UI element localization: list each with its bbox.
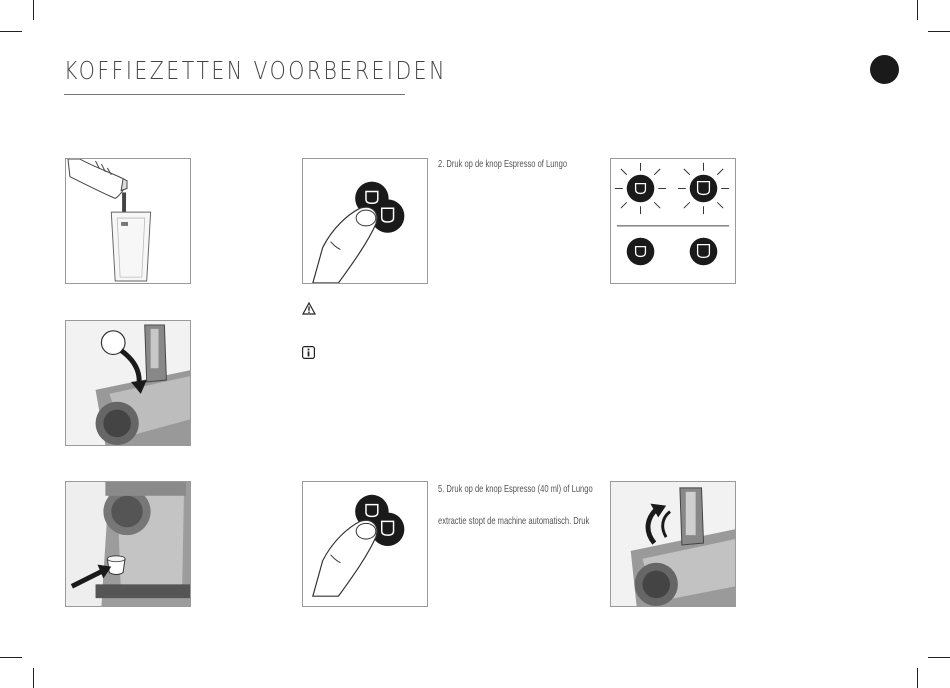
page-marker-dot — [870, 55, 899, 84]
crop-mark — [0, 31, 22, 32]
title-underline — [64, 94, 405, 95]
crop-mark — [928, 31, 950, 32]
crop-mark — [0, 657, 22, 658]
warning-triangle-icon — [302, 302, 316, 320]
step-5-caption-continued: extractie stopt de machine automatisch. Druk — [438, 515, 590, 527]
crop-mark — [928, 657, 950, 658]
figure-press-button — [302, 158, 428, 284]
figure-buttons-blinking — [610, 158, 736, 284]
figure-place-cup — [65, 481, 191, 607]
figure-press-button-2 — [302, 481, 428, 607]
figure-fill-water-tank — [65, 158, 191, 284]
step-5-caption: 5. Druk op de knop Espresso (40 ml) of Lungo — [438, 483, 593, 495]
crop-mark — [917, 668, 918, 688]
page-title: KOFFIEZETTEN VOORBEREIDEN — [64, 56, 447, 85]
crop-mark — [33, 0, 34, 20]
step-2-caption: 2. Druk op de knop Espresso of Lungo — [438, 158, 568, 170]
crop-mark — [917, 0, 918, 20]
figure-insert-capsule — [65, 320, 191, 446]
crop-mark — [33, 668, 34, 688]
info-icon — [302, 346, 315, 364]
figure-lift-lever — [610, 481, 736, 607]
